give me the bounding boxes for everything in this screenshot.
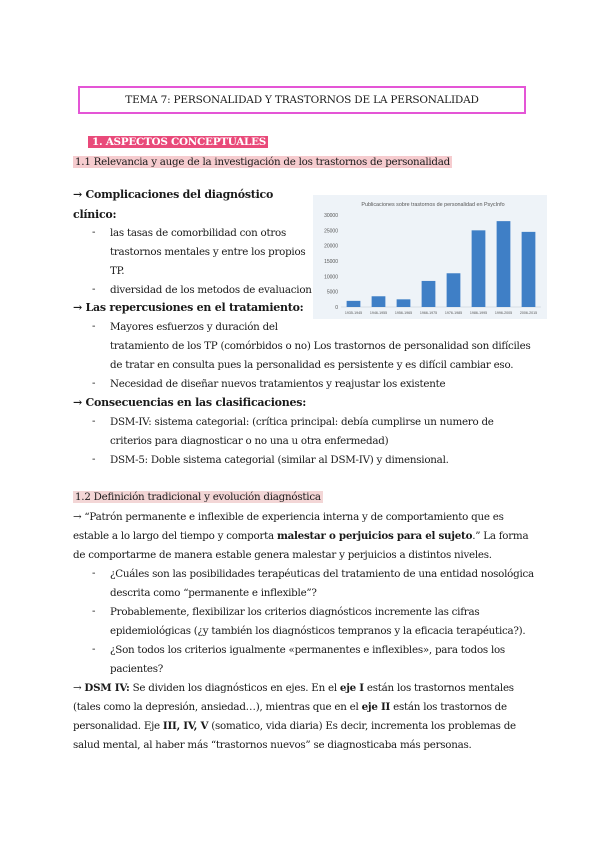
repercussions-heading: → Las repercusiones en el tratamiento: (73, 301, 304, 314)
x-tick-label: 1966-1975 (419, 311, 438, 315)
subheading-1-2 (73, 490, 323, 504)
chart-bar (522, 232, 536, 307)
text-run-bold: malestar o perjuicios para el sujeto (276, 530, 473, 542)
chart-bar (347, 301, 361, 307)
text-run-bold: DSM IV: (84, 682, 130, 694)
text-run: estable a lo largo del tiempo y comporta (73, 530, 277, 542)
bullet-dash: - (92, 605, 96, 617)
section-heading (88, 135, 268, 149)
bullet-dash: - (92, 226, 96, 238)
list-item-line: trastornos mentales y entre los propios (110, 246, 306, 258)
complications-heading-line1: → Complicaciones del diagnóstico (73, 188, 274, 201)
x-tick-label: 1996-2005 (494, 311, 513, 315)
bullet-dash: - (92, 283, 96, 295)
chart-bar (497, 221, 511, 307)
list-item-line: descrita como “permanente e inflexible”? (110, 587, 317, 599)
list-item-line: criterios para diagnosticar o no una u otra enfermedad) (110, 435, 389, 447)
consequences-heading: → Consecuencias en las clasificaciones: (73, 396, 307, 409)
definition-line (73, 529, 528, 543)
dsm-paragraph-line (73, 719, 516, 733)
text-run-bold: eje I (339, 682, 364, 694)
list-item-line: ¿Son todos los criterios igualmente «permanentes e inflexibles», para todos los (110, 644, 505, 656)
text-run: están los trastornos mentales (363, 682, 514, 694)
list-item-line: DSM-IV: sistema categorial: (crítica principal: debía cumplirse un numero de (110, 416, 494, 428)
x-tick-label: 1976-1985 (444, 311, 463, 315)
y-tick-label: 0 (335, 305, 338, 311)
subheading-1-1-text: 1.1 Relevancia y auge de la investigación de los trastornos de personalidad (75, 156, 450, 168)
list-item-line: tratamiento de los TP (comórbidos o no) Los trastornos de personalidad son difíciles (110, 340, 531, 352)
complications-heading-line2: clínico: (73, 208, 117, 221)
dsm-paragraph-line (73, 700, 507, 714)
subheading-1-2-text: 1.2 Definición tradicional y evolución diagnóstica (75, 491, 321, 503)
list-item-line: las tasas de comorbilidad con otros (110, 227, 286, 239)
bullet-dash: - (92, 415, 96, 427)
text-run: Se dividen los diagnósticos en ejes. En el (129, 682, 340, 694)
list-item-line: TP. (110, 265, 125, 277)
list-item-line: DSM-5: Doble sistema categorial (similar al DSM-IV) y dimensional. (110, 454, 449, 466)
y-tick-label: 15000 (324, 259, 338, 265)
dsm-paragraph-line (73, 681, 514, 695)
y-tick-label: 25000 (324, 228, 338, 235)
y-tick-label: 10000 (324, 274, 338, 281)
definition-line: → “Patrón permanente e inflexible de experiencia interna y de comportamiento que es (73, 511, 504, 523)
chart-bar (472, 230, 486, 307)
chart-title: Publicaciones sobre trastornos de personalidad en PsycInfo (361, 202, 505, 208)
text-run: (tales como la depresión, ansiedad…), mientras que en el (73, 701, 362, 713)
title-text: TEMA 7: PERSONALIDAD Y TRASTORNOS DE LA PERSONALIDAD (125, 94, 479, 106)
text-run: .” La forma (472, 530, 529, 542)
text-run: → (73, 682, 85, 694)
bullet-dash: - (92, 453, 96, 465)
list-item-line: Probablemente, flexibilizar los criterios diagnósticos incremente las cifras (110, 606, 480, 618)
list-item-line: Mayores esfuerzos y duración del (110, 321, 278, 333)
list-item-line: Necesidad de diseñar nuevos tratamientos y reajustar los existente (110, 378, 446, 390)
x-tick-label: 1946-1955 (369, 311, 388, 315)
list-item-line: de tratar en consulta pues la personalidad es persistente y es difícil cambiar eso. (110, 359, 514, 371)
chart-bar (397, 299, 411, 307)
chart-bar (372, 296, 386, 307)
x-tick-label: 1935-1945 (344, 311, 363, 315)
text-run-bold: eje II (361, 701, 391, 713)
list-item-line: ¿Cuáles son las posibilidades terapéuticas del tratamiento de una entidad nosológica (110, 568, 534, 580)
publications-chart (313, 195, 547, 319)
text-run: personalidad. Eje (73, 720, 163, 732)
bullet-dash: - (92, 377, 96, 389)
document-title (78, 86, 526, 114)
chart-svg (313, 195, 547, 319)
list-item-line: diversidad de los metodos de evaluacion (110, 284, 312, 296)
text-run: (somatico, vida diaria) Es decir, incrementa los problemas de (208, 720, 516, 732)
bullet-dash: - (92, 567, 96, 579)
definition-line: de comportarme de manera estable genera malestar y perjuicios a distintos niveles. (73, 549, 492, 561)
y-tick-label: 5000 (326, 289, 338, 296)
x-tick-label: 1956-1965 (394, 311, 413, 315)
x-tick-label: 2006-2015 (519, 311, 538, 315)
bullet-dash: - (92, 320, 96, 332)
text-run-bold: III, IV, V (162, 720, 209, 732)
dsm-paragraph-line: salud mental, al haber más “trastornos nuevos” se diagnosticaba más personas. (73, 739, 472, 751)
subheading-1-1 (73, 155, 452, 169)
list-item-line: epidemiológicas (¿y también los diagnósticos tempranos y la eficacia terapéutica?). (110, 625, 526, 637)
chart-bar (422, 281, 436, 307)
y-tick-label: 30000 (324, 213, 338, 219)
list-item-line: pacientes? (110, 663, 164, 675)
bullet-dash: - (92, 643, 96, 655)
text-run: están los trastornos de (390, 701, 507, 713)
x-tick-label: 1986-1995 (469, 311, 488, 315)
y-tick-label: 20000 (324, 243, 338, 250)
chart-bar (447, 273, 461, 307)
section-heading-text: 1. ASPECTOS CONCEPTUALES (88, 136, 268, 148)
